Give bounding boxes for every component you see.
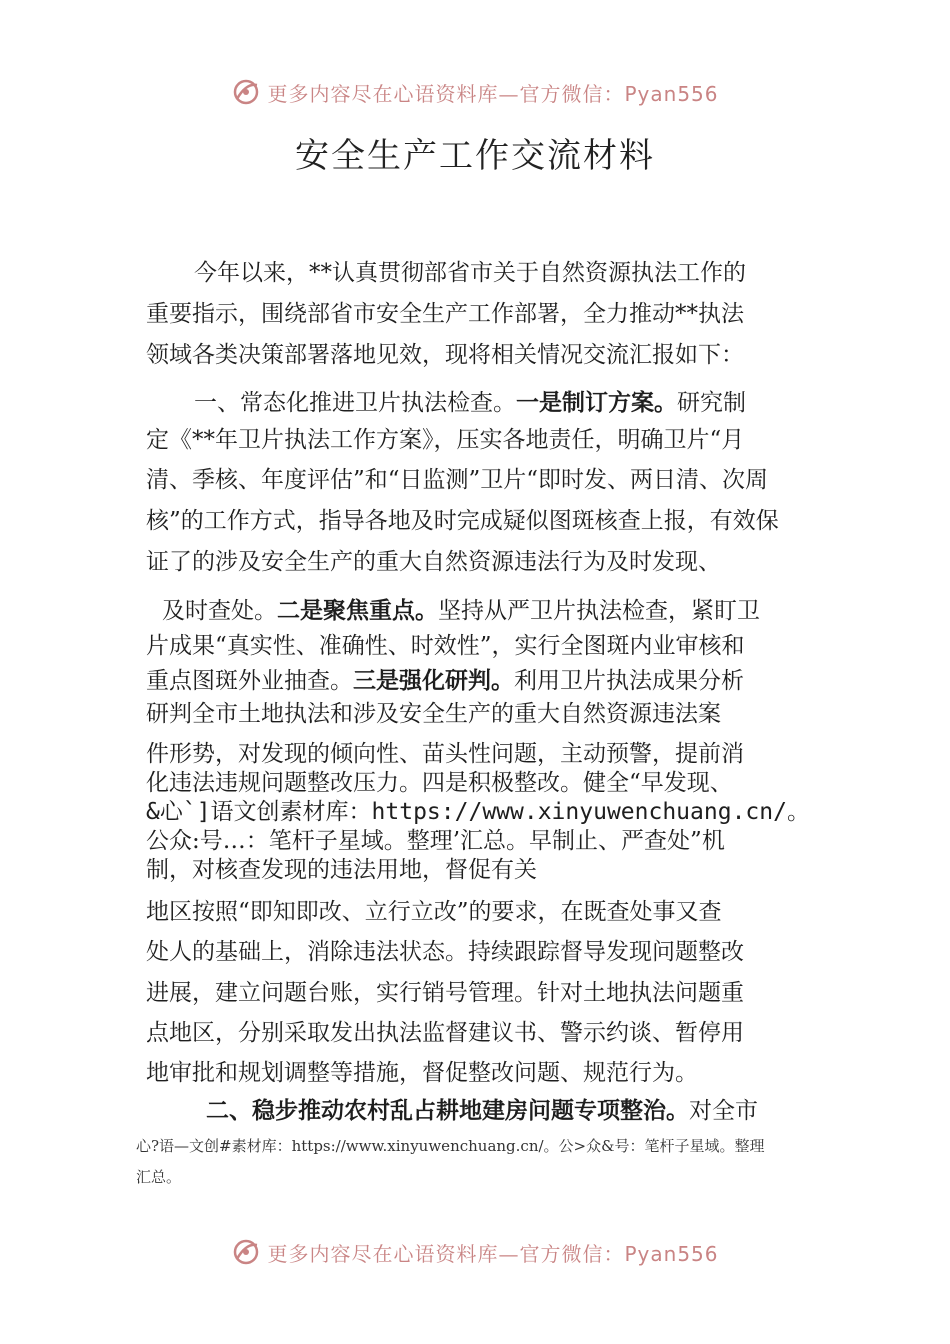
section-1-heading: 一、常态化推进卫片执法检查。 <box>194 390 516 416</box>
section-2-heading: 二、稳步推动农村乱占耕地建房问题专项整治。 <box>206 1098 689 1124</box>
bold-point-2: 二是聚焦重点。 <box>277 598 438 624</box>
paragraph-line: 研判全市土地执法和涉及安全生产的重大自然资源违法案 <box>146 701 721 727</box>
paragraph-line: 地区按照“即知即改、立行立改”的要求，在既查处事又查 <box>146 899 722 925</box>
watermark-line: &心`]语文创素材库：https://www.xinyuwenchuang.cn/。 <box>146 799 810 825</box>
bold-point-3: 三是强化研判。 <box>353 668 514 694</box>
paragraph-line: 证了的涉及安全生产的重大自然资源违法行为及时发现、 <box>146 549 721 575</box>
banner-wechat-id: Pyan556 <box>624 1241 719 1266</box>
banner-wechat-id: Pyan556 <box>624 81 719 106</box>
watermark-footnote: 汇总。 <box>136 1168 182 1186</box>
document-title: 安全生产工作交流材料 <box>295 136 655 176</box>
banner-text: 更多内容尽在心语资料库—官方微信：Pyan556 <box>267 81 719 106</box>
paragraph-line: 进展，建立问题台账，实行销号管理。针对土地执法问题重 <box>146 980 744 1006</box>
paragraph-line: 重要指示，围绕部省市安全生产工作部署，全力推动**执法 <box>146 301 744 327</box>
watermark-footnote: 心?语—文创#素材库：https://www.xinyuwenchuang.cn/。公>众&号：笔杆子星域。整理 <box>136 1137 765 1155</box>
paragraph-line: 定《**年卫片执法工作方案》，压实各地责任，明确卫片“月 <box>146 427 745 453</box>
paragraph-line: 重点图斑外业抽查。三是强化研判。利用卫片执法成果分析 <box>146 668 744 694</box>
brand-logo-icon <box>231 1237 261 1267</box>
paragraph-line: 地审批和规划调整等措施，督促整改问题、规范行为。 <box>146 1060 698 1086</box>
section-2-first-line: 二、稳步推动农村乱占耕地建房问题专项整治。对全市 <box>206 1098 758 1124</box>
bold-point-1: 一是制订方案。 <box>516 390 677 416</box>
paragraph-line: 清、季核、年度评估”和“日监测”卫片“即时发、两日清、次周 <box>146 467 769 493</box>
brand-logo-icon <box>231 77 261 107</box>
paragraph-line: 件形势，对发现的倾向性、苗头性问题，主动预警，提前消 <box>146 741 744 767</box>
top-banner <box>0 72 950 112</box>
bottom-banner <box>0 1232 950 1272</box>
paragraph-line: 及时查处。二是聚焦重点。坚持从严卫片执法检查，紧盯卫 <box>162 598 760 624</box>
paragraph-line: 化违法违规问题整改压力。四是积极整改。健全“早发现、 <box>146 770 733 796</box>
paragraph-line: 点地区，分别采取发出执法监督建议书、警示约谈、暂停用 <box>146 1020 744 1046</box>
section-1-first-line: 一、常态化推进卫片执法检查。一是制订方案。研究制 <box>194 390 746 416</box>
banner-text: 更多内容尽在心语资料库—官方微信：Pyan556 <box>267 1241 719 1266</box>
paragraph-line: 处人的基础上，消除违法状态。持续跟踪督导发现问题整改 <box>146 939 744 965</box>
paragraph-line: 今年以来，**认真贯彻部省市关于自然资源执法工作的 <box>194 260 746 286</box>
paragraph-line: 核”的工作方式，指导各地及时完成疑似图斑核查上报，有效保 <box>146 508 779 534</box>
paragraph-line: 领域各类决策部署落地见效，现将相关情况交流汇报如下： <box>146 342 744 368</box>
paragraph-line: 制，对核查发现的违法用地，督促有关 <box>146 857 537 883</box>
paragraph-line: 公众:号…：笔杆子星域。整理’汇总。早制止、严查处”机 <box>146 828 725 854</box>
paragraph-line: 片成果“真实性、准确性、时效性”，实行全图斑内业审核和 <box>146 633 745 659</box>
